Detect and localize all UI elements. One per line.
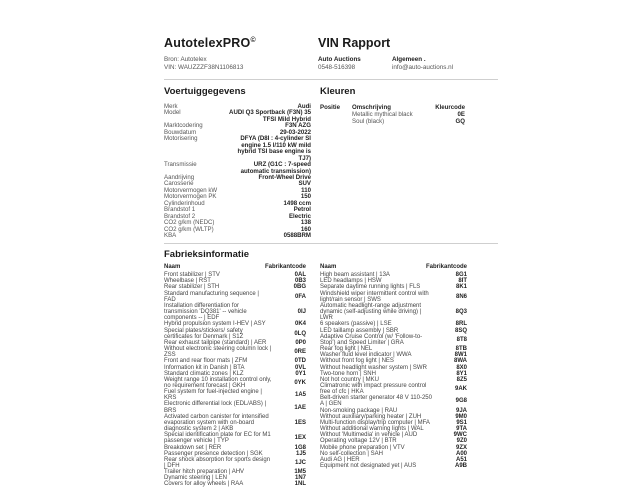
factory-row-code: 9JA: [455, 407, 467, 414]
factory-row-naam: Automatic headlight-range adjustment dynamic (self-adjusting while driving) | LWR: [320, 302, 422, 322]
color-row: [320, 118, 465, 125]
vehicle-row-label: Carosserie: [164, 180, 194, 188]
factory-row: [164, 432, 306, 444]
vehicle-row-label: Bouwdatum: [164, 128, 197, 136]
colors-header-kleurcode: Kleurcode: [435, 104, 465, 111]
factory-row-code: 1J5: [295, 450, 306, 457]
color-row-omschrijving: Metallic mythical black: [352, 111, 413, 118]
vehicle-row-label: Motorvermogen kW: [164, 186, 218, 194]
company-phone: 0548-516398: [318, 64, 356, 71]
factory-row-naam: Not hot country | MKU: [320, 376, 379, 383]
factory-row-code: 8TB: [455, 346, 467, 353]
factory-row-naam: Fuel system for fuel-injected engine | KRS: [164, 389, 262, 402]
factory-row-code: 1JC: [294, 459, 306, 466]
factory-row-naam: Belt-driven starter generator 48 V 110-250 A | GEN: [320, 395, 432, 408]
factory-row-naam: Passenger presence detection | SGK: [164, 450, 263, 457]
color-row-kleurcode: GQ: [455, 118, 465, 125]
vehicle-row-label: Cylinderinhoud: [164, 199, 205, 207]
vehicle-row-label: Motorvermogen PK: [164, 193, 217, 201]
factory-row-naam: LED taillamp assembly | SBR: [320, 327, 399, 334]
factory-row: [164, 346, 306, 358]
factory-row-naam: Without electronic steering column lock | ZSS: [164, 346, 272, 359]
factory-row-code: 1N7: [294, 475, 306, 482]
colors-section: [320, 86, 465, 125]
factory-row-code: 1M5: [294, 469, 306, 476]
vehicle-row-value: 29-03-2022: [279, 128, 311, 136]
factory-row-code: 1G8: [294, 444, 306, 451]
factory-row-naam: Weight range 10 installation control only, no requirement forecast | GKH: [164, 376, 272, 389]
factory-row: [164, 457, 306, 469]
vehicle-row-value: Audi: [297, 103, 311, 110]
factory-row-naam: Rear fog light | NEL: [320, 346, 373, 353]
factory-row-naam: Front stabilizer | STV: [164, 272, 220, 279]
factory-row-code: 8K1: [455, 284, 467, 291]
factory-row-code: 1ES: [294, 419, 306, 426]
factory-row-naam: Two-tone horn | SNH: [320, 370, 376, 377]
factory-row-code: 9G8: [455, 398, 467, 405]
factory-row-code: 8Y1: [456, 370, 467, 377]
factory-row-naam: Activated carbon canister for intensified evaporation system with on-board diagnostic system 2 | AKB: [164, 413, 269, 433]
factory-row-code: 8Z5: [456, 376, 467, 383]
factory-row-code: 0BG: [293, 284, 306, 291]
vin-value: VIN: WAUZZZF38N1106813: [164, 64, 244, 71]
factory-row-naam: Separate daytime running lights | FLS: [320, 284, 421, 291]
factory-row-code: 8N6: [455, 293, 467, 300]
factory-row-code: 0B3: [294, 278, 306, 285]
factory-row-code: 0AL: [294, 272, 306, 279]
vehicle-row-value: Electric: [288, 212, 311, 220]
vehicle-row-label: CO2 g/km (NEDC): [164, 219, 215, 227]
vehicle-section: [164, 86, 311, 240]
factory-row-code: 8IT: [458, 278, 467, 285]
factory-row-naam: High beam assistant | 13A: [320, 272, 390, 279]
vehicle-row-value: 160: [300, 225, 311, 233]
factory-row-naam: Front and rear floor mats | ZFM: [164, 358, 248, 365]
factory-row-naam: Dynamic steering | LEN: [164, 475, 227, 482]
vehicle-row-label: Motorisering: [164, 135, 198, 143]
contact-name: Algemeen .: [392, 56, 426, 63]
factory-row-code: 9WC: [453, 432, 467, 439]
factory-table-left: [164, 264, 306, 488]
company-block: [318, 56, 361, 72]
factory-row-naam: Washer fluid level indicator | WWA: [320, 352, 412, 359]
factory-row-naam: Without auxiliary/parking heater | ZUH: [320, 413, 422, 420]
factory-row-code: 1A5: [294, 392, 306, 399]
factory-row: [320, 463, 467, 469]
factory-row: [320, 383, 467, 395]
contact-block: [392, 56, 453, 72]
factory-row-naam: Information kit in Danish | BTA: [164, 364, 245, 371]
colors-section-title: Kleuren: [320, 86, 356, 97]
color-row-positie: [320, 118, 352, 125]
factory-row-naam: Climatronic with impact pressure control free of cfc | HKA: [320, 382, 427, 396]
factory-row-code: 0K4: [294, 321, 306, 328]
vehicle-row-value: 150: [300, 193, 311, 201]
factory-row-naam: Covers for alloy wheels | RAA: [164, 481, 244, 488]
app-logo: [164, 36, 256, 50]
vehicle-row-label: KBA: [164, 232, 177, 240]
factory-row: [164, 328, 306, 340]
factory-row-naam: Special identification plate for EC for M1 passenger vehicle | TYP: [164, 432, 271, 445]
factory-right-header-row: [320, 264, 467, 270]
factory-section-title: Fabrieksinformatie: [164, 249, 249, 260]
factory-row-naam: Without headlight washer system | SWR: [320, 364, 427, 371]
factory-row-code: 8RL: [455, 321, 467, 328]
color-row-omschrijving: Soul (black): [352, 118, 385, 125]
colors-header-positie: Positie: [320, 104, 340, 111]
factory-row-naam: Windshield wiper intermittent control with light/rain sensor | SWS: [320, 290, 429, 303]
vehicle-row-value: 138: [300, 219, 311, 227]
factory-row: [320, 291, 467, 303]
vehicle-row-value: 0588BRM: [283, 232, 311, 240]
factory-row-naam: Rear exhaust tailpipe (standard) | AER: [164, 339, 267, 346]
factory-row-naam: LED headlamps | HSW: [320, 278, 382, 285]
report-title: VIN Rapport: [318, 36, 391, 50]
factory-row-code: 9TA: [456, 426, 467, 433]
factory-row-naam: Equipment not designated yet | AUS: [320, 463, 417, 469]
factory-left-naam-header: Naam: [164, 264, 181, 270]
company-name: Auto Auctions: [318, 56, 361, 63]
factory-row-code: 0YK: [294, 379, 306, 386]
factory-row-code: 0FA: [294, 293, 306, 300]
factory-row-code: A9B: [454, 463, 467, 469]
factory-row-naam: No self-collection | SAH: [320, 450, 383, 457]
factory-row-code: 8WA: [453, 358, 467, 365]
header-divider: [164, 79, 498, 80]
factory-right-rows: [320, 272, 467, 469]
factory-row-code: 0RE: [294, 349, 306, 356]
factory-row-code: 9Z0: [456, 438, 467, 445]
factory-row-code: 9M0: [455, 413, 467, 420]
factory-row-naam: Hybrid propulsion system I-HEV | ASY: [164, 321, 266, 328]
factory-row: [164, 291, 306, 303]
vehicle-row-label: Brandstof 1: [164, 206, 196, 214]
contact-email: info@auto-auctions.nl: [392, 64, 454, 71]
factory-row-code: 1NL: [294, 481, 306, 488]
factory-row-code: 9AK: [454, 386, 467, 393]
factory-row-naam: Audi AG | HER: [320, 456, 360, 463]
factory-row: [164, 377, 306, 389]
factory-row: [320, 303, 467, 321]
factory-row-naam: Electronic differential lock (EDL/ABS) | BRS: [164, 401, 267, 414]
source-block: [164, 56, 243, 72]
factory-row: [164, 401, 306, 413]
vehicle-row-label: Marktcodering: [164, 122, 203, 130]
factory-row-naam: Breakdown set | RER: [164, 444, 222, 451]
factory-row-code: 0IJ: [297, 309, 306, 316]
factory-row-code: 1EX: [294, 435, 306, 442]
factory-left-code-header: Fabrikantcode: [264, 264, 306, 270]
factory-row-naam: Standard climatic zones | KLZ: [164, 370, 244, 377]
color-row-positie: [320, 111, 352, 118]
vehicle-row-value: DFYA (D8I : 4-cylinder SI engine 1.5 l/110 kW mild hybrid TSI base engine is TJ7): [237, 135, 311, 162]
vehicle-row-value: URZ (G1C : 7-speed automatic transmission): [240, 161, 311, 175]
vehicle-row-value: Petrol: [293, 206, 311, 214]
factory-row-code: 8T8: [456, 336, 467, 343]
vehicle-row: [164, 136, 311, 162]
factory-row-code: 0TD: [294, 358, 306, 365]
color-row: [320, 111, 465, 118]
source-label: Bron: Autotelex: [164, 56, 207, 63]
factory-row-naam: Without 'Multimedia' in vehicle | AUD: [320, 432, 418, 439]
factory-row-code: 8X0: [456, 364, 467, 371]
factory-row-code: 8G1: [455, 272, 467, 279]
copyright-mark: ©: [250, 36, 256, 44]
factory-row-naam: Installation differentiation for transmission 'DQ381' -- vehicle components -- | EDF: [164, 302, 247, 322]
factory-row-naam: Rear shock absorption for sports design | DFH: [164, 456, 271, 469]
vehicle-row-value: 1498 ccm: [283, 199, 311, 207]
vehicle-row-value: F3N AZG: [285, 122, 311, 130]
factory-right-code-header: Fabrikantcode: [425, 264, 467, 270]
vehicle-row: [164, 233, 311, 239]
factory-table-right: [320, 264, 467, 469]
vehicle-row-value: Front-Wheel Drive: [258, 173, 311, 181]
factory-row-naam: Without additional warning lights | WAL: [320, 426, 424, 433]
vehicle-row-label: CO2 g/km (WLTP): [164, 225, 214, 233]
vehicle-row-label: Brandstof 2: [164, 212, 196, 220]
factory-left-rows: [164, 272, 306, 487]
factory-row-code: 1AE: [294, 404, 306, 411]
app-title: AutotelexPRO: [164, 36, 251, 50]
factory-row: [164, 481, 306, 487]
vehicle-row-label: Aandrijving: [164, 173, 195, 181]
factory-row-naam: Wheelbase | RST: [164, 278, 211, 285]
factory-row-code: 0VL: [294, 364, 306, 371]
factory-row-code: 8SQ: [454, 327, 467, 334]
colors-header-omschrijving: Omschrijving: [352, 104, 391, 111]
factory-row-naam: Operating voltage 12V | BTR: [320, 438, 397, 445]
factory-row-code: 0Y1: [295, 370, 306, 377]
factory-row-naam: Mobile phone preparation | VTV: [320, 444, 405, 451]
factory-row-code: 8Q3: [455, 309, 467, 316]
factory-right-naam-header: Naam: [320, 264, 337, 270]
color-row-kleurcode: 0E: [457, 111, 465, 118]
factory-left-header-row: [164, 264, 306, 270]
factory-row-naam: Multi-function display/trip computer | MFA: [320, 419, 430, 426]
factory-row: [320, 334, 467, 346]
vehicle-section-title: Voertuiggegevens: [164, 86, 246, 97]
factory-row-naam: Special plates/stickers/ safety certificates for Denmark | S1Z: [164, 327, 244, 340]
factory-row-naam: Non-smoking package | RAU: [320, 407, 398, 414]
factory-row-naam: Trailer hitch preparation | AHV: [164, 469, 245, 476]
factory-row-naam: Rear stabilizer | STH: [164, 284, 220, 291]
vehicle-row-label: Model: [164, 109, 181, 117]
vehicle-row-label: Transmissie: [164, 161, 197, 169]
colors-table: [320, 111, 465, 125]
vehicle-row-value: AUDI Q3 Sportback (F3N) 35 TFSI Mild Hybrid: [229, 109, 311, 123]
factory-row: [320, 395, 467, 407]
factory-row-code: A00: [455, 450, 467, 457]
factory-row: [164, 389, 306, 401]
factory-row: [164, 414, 306, 432]
factory-row-naam: Standard manufacturing sequence | FAD: [164, 290, 259, 303]
vehicle-row-label: Merk: [164, 103, 178, 110]
vehicle-row-value: 110: [301, 186, 311, 194]
factory-row-code: 8W1: [454, 352, 467, 359]
factory-row-naam: 6 speakers (passive) | LSE: [320, 321, 392, 328]
factory-row-code: 9ZX: [455, 444, 467, 451]
factory-row-naam: Without front fog light | NES: [320, 358, 394, 365]
factory-row-code: A51: [455, 456, 467, 463]
factory-row-code: 9S1: [456, 419, 467, 426]
factory-row-naam: Adaptive Cruise Control (w/ 'Follow-to-Stop') and Speed Limiter | GRA: [320, 333, 423, 346]
factory-row-code: 0LQ: [294, 330, 306, 337]
colors-header-row: [320, 104, 465, 111]
factory-row-code: 0P0: [295, 339, 306, 346]
factory-row: [164, 303, 306, 321]
vehicle-table: [164, 104, 311, 240]
vehicle-row-value: SUV: [298, 180, 311, 188]
section-divider: [164, 243, 498, 244]
